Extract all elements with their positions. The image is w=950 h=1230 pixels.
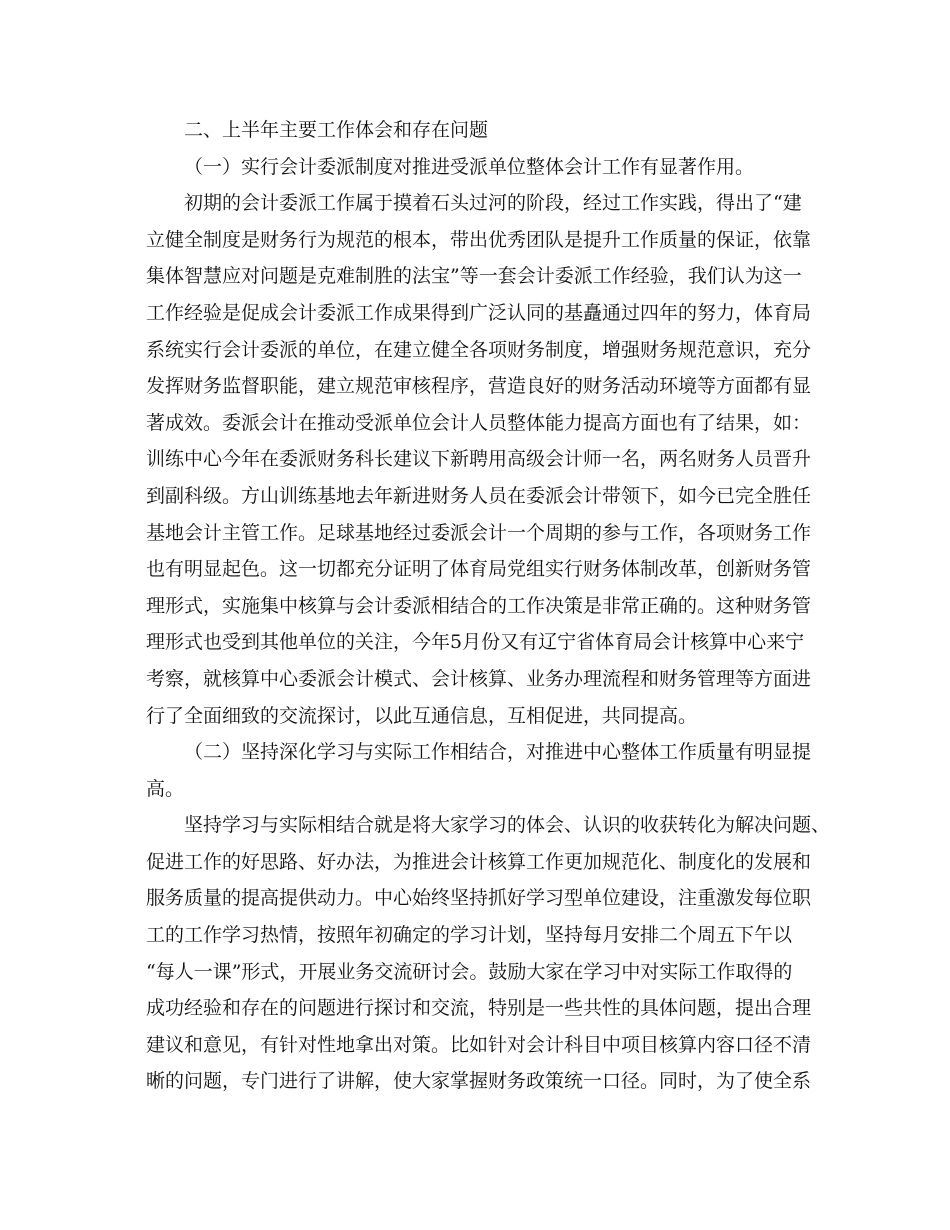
paragraph-line: 基地会计主管工作。足球基地经过委派会计一个周期的参与工作，各项财务工作 xyxy=(146,521,812,544)
paragraph-line: 也有明显起色。这一切都充分证明了体育局党组实行财务体制改革，创新财务管 xyxy=(146,558,812,581)
paragraph-line: 训练中心今年在委派财务科长建议下新聘用高级会计师一名，两名财务人员晋升 xyxy=(146,448,812,471)
subsection-heading-2: （二）坚持深化学习与实际工作相结合，对推进中心整体工作质量有明显提 xyxy=(184,741,812,764)
subsection-heading-2-cont: 高。 xyxy=(146,777,185,800)
paragraph-line: 集体智慧应对问题是克难制胜的法宝”等一套会计委派工作经验，我们认为这一 xyxy=(146,265,802,288)
paragraph-line: 行了全面细致的交流探讨，以此互通信息，互相促进，共同提高。 xyxy=(146,704,698,727)
document-body xyxy=(146,112,831,1100)
paragraph-line: 初期的会计委派工作属于摸着石头过河的阶段，经过工作实践，得出了“建 xyxy=(184,192,802,215)
section-heading: 二、上半年主要工作体会和存在问题 xyxy=(184,119,489,141)
paragraph-line: 工作经验是促成会计委派工作成果得到广泛认同的基矗通过四年的努力，体育局 xyxy=(146,301,812,324)
paragraph-line: 理形式，实施集中核算与会计委派相结合的工作决策是非常正确的。这种财务管 xyxy=(146,594,812,617)
paragraph-line: 坚持学习与实际相结合就是将大家学习的体会、认识的收获转化为解决问题、 xyxy=(184,814,831,837)
paragraph-line: 著成效。委派会计在推动受派单位会计人员整体能力提高方面也有了结果，如： xyxy=(146,411,812,434)
paragraph-line: 建议和意见，有针对性地拿出对策。比如针对会计科目中项目核算内容口径不清 xyxy=(146,1033,812,1056)
paragraph-line: “每人一课”形式，开展业务交流研讨会。鼓励大家在学习中对实际工作取得的 xyxy=(146,960,793,983)
paragraph-line: 晰的问题，专门进行了讲解，使大家掌握财务政策统一口径。同时，为了使全系 xyxy=(146,1070,812,1093)
paragraph-line: 发挥财务监督职能，建立规范审核程序，营造良好的财务活动环境等方面都有显 xyxy=(146,375,812,398)
paragraph-line: 工的工作学习热情，按照年初确定的学习计划，坚持每月安排二个周五下午以 xyxy=(146,924,793,947)
paragraph-line: 立健全制度是财务行为规范的根本，带出优秀团队是提升工作质量的保证，依靠 xyxy=(146,228,812,251)
paragraph-line: 到副科级。方山训练基地去年新进财务人员在委派会计带领下，如今已完全胜任 xyxy=(146,484,812,507)
paragraph-line: 成功经验和存在的问题进行探讨和交流，特别是一些共性的具体问题，提出合理 xyxy=(146,997,812,1020)
paragraph-line: 服务质量的提高提供动力。中心始终坚持抓好学习型单位建设，注重激发每位职 xyxy=(146,887,812,910)
paragraph-line: 理形式也受到其他单位的关注，今年5月份又有辽宁省体育局会计核算中心来宁 xyxy=(146,631,805,654)
paragraph-line: 系统实行会计委派的单位，在建立健全各项财务制度，增强财务规范意识，充分 xyxy=(146,338,812,361)
paragraph-line: 考察，就核算中心委派会计模式、会计核算、业务办理流程和财务管理等方面进 xyxy=(146,667,812,690)
paragraph-line: 促进工作的好思路、好办法，为推进会计核算工作更加规范化、制度化的发展和 xyxy=(146,850,812,873)
subsection-heading-1: （一）实行会计委派制度对推进受派单位整体会计工作有显著作用。 xyxy=(184,155,755,178)
